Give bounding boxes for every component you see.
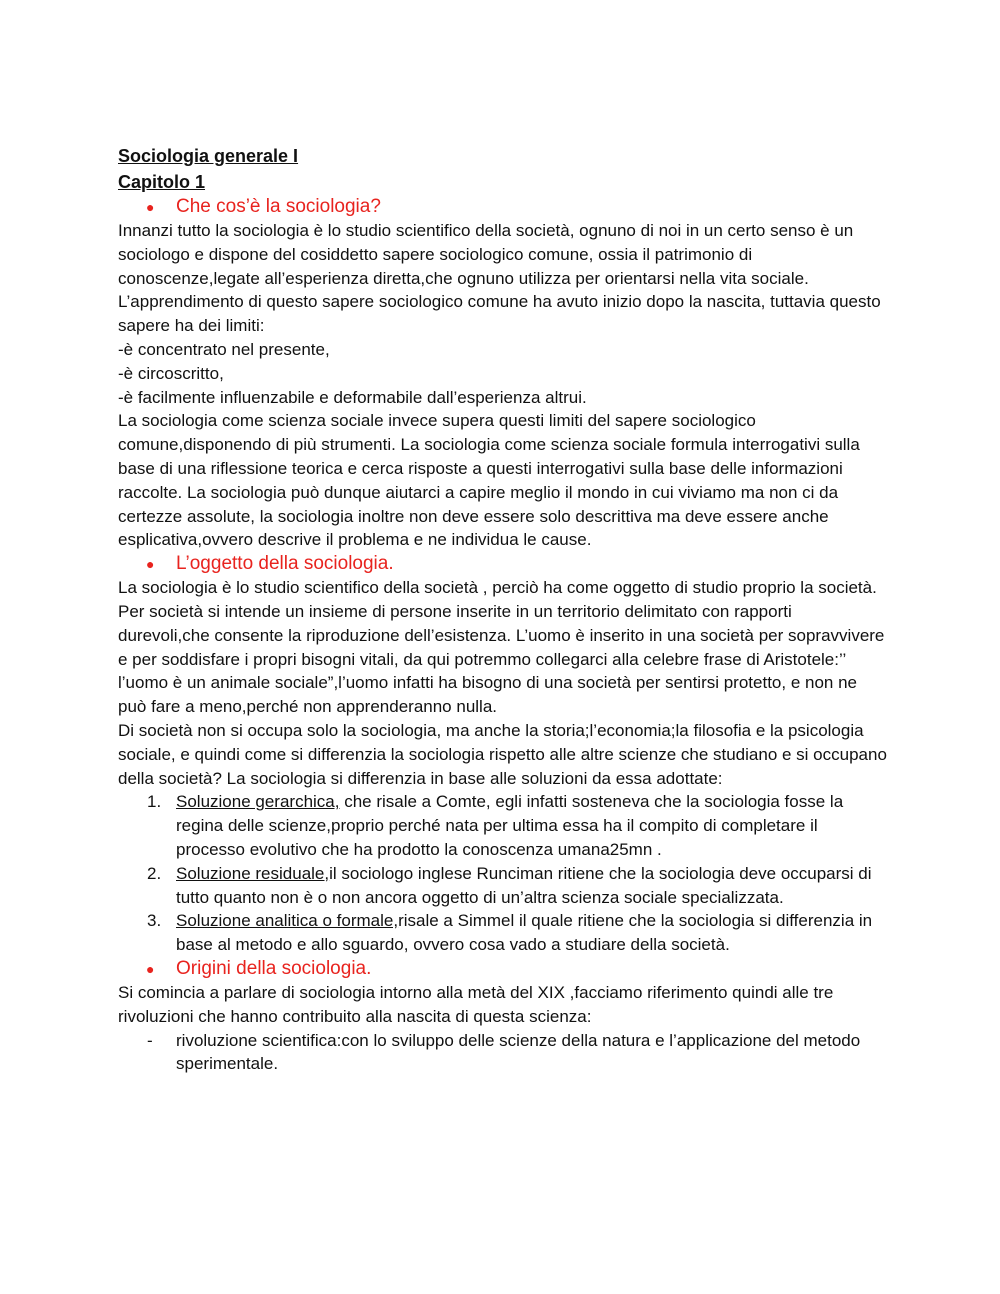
chapter-title: Capitolo 1 — [118, 172, 206, 192]
list-number: 3. — [147, 911, 162, 931]
list-item-text: rivoluzione scientifica:con lo sviluppo delle scienze della natura e l’applicazione del metodo sperimentale. — [176, 1030, 861, 1074]
list-item — [118, 790, 888, 861]
paragraph: Di società non si occupa solo la sociologia, ma anche la storia;l’economia;la filosofia e la psicologia sociale, e quindi come si differenzia la sociologia rispetto alle altre scienze che studiano e si occupano della società? La sociologia si differenzia in base alle soluzioni da essa adottate: — [118, 720, 887, 788]
document-title: Sociologia generale I — [118, 146, 299, 166]
bullet-icon: ● — [146, 960, 155, 977]
list-item — [118, 1029, 888, 1077]
bullet-icon: ● — [146, 556, 155, 573]
list-item-text: risale a Simmel il quale ritiene che la sociologia si differenzia in base al metodo e allo sguardo, ovvero cosa vado a studiare della società. — [176, 911, 873, 955]
list-item — [118, 862, 888, 910]
list-item — [118, 909, 888, 957]
list-item-text: che risale a Comte, egli infatti sosteneva che la sociologia fosse la regina delle scienze,proprio perché nata per ultima essa ha il compito di completare il processo evolutivo che ha prodotto la conoscenza umana25mn . — [176, 792, 844, 859]
list-item-text: il sociologo inglese Runciman ritiene che la sociologia deve occuparsi di tutto quanto non è o non ancora oggetto di un’altra scienza sociale specializzata. — [176, 863, 872, 907]
list-item-lead: Soluzione gerarchica, — [176, 792, 340, 812]
limit-item: -è circoscritto, — [118, 363, 224, 383]
paragraph: Si comincia a parlare di sociologia intorno alla metà del XIX ,facciamo riferimento quindi alle tre rivoluzioni che hanno contribuito alla nascita di questa scienza: — [118, 982, 834, 1026]
section-heading-text: Che cos’è la sociologia? — [176, 196, 381, 217]
revolutions-list — [118, 1029, 888, 1077]
limit-item: -è concentrato nel presente, — [118, 339, 330, 359]
bullet-icon: ● — [146, 199, 155, 215]
document-body — [118, 143, 888, 1076]
list-number: 1. — [147, 792, 162, 812]
section-heading — [118, 957, 888, 981]
paragraph: Innanzi tutto la sociologia è lo studio scientifico della società, ognuno di noi in un certo senso è un sociologo e dispone del cosiddetto sapere sociologico comune, ossia il patrimonio di conoscenze,legate all’esperienza diretta,che ognuno utilizza per orientarsi nella vita sociale. — [118, 221, 854, 288]
solutions-list — [118, 790, 888, 957]
list-item-lead: Soluzione analitica o formale, — [176, 911, 399, 931]
paragraph: La sociologia è lo studio scientifico della società , perciò ha come oggetto di studio proprio la società. Per società si intende un insieme di persone inserite in un territorio delimitato con rapporti durevoli,che consente la riproduzione dell’esistenza. L’uomo è inserito in una società per sopravvivere e per soddisfare i propri bisogni vitali, da qui potremmo collegarci alla celebre frase di Aristotele:’’ l’uomo è un animale sociale”,l’uomo infatti ha bisogno di una società per sentirsi protetto, e non ne può fare a meno,perché non apprenderanno nulla. — [118, 578, 885, 717]
paragraph: L’apprendimento di questo sapere sociologico comune ha avuto inizio dopo la nascita, tuttavia questo sapere ha dei limiti: — [118, 292, 881, 336]
dash-marker: - — [147, 1030, 153, 1050]
section-heading-text: Origini della sociologia. — [176, 957, 372, 979]
limit-item: -è facilmente influenzabile e deformabile dall’esperienza altrui. — [118, 387, 587, 407]
section-heading-text: L’oggetto della sociologia. — [176, 553, 394, 575]
section-heading — [118, 195, 888, 219]
paragraph: La sociologia come scienza sociale invece supera questi limiti del sapere sociologico comune,disponendo di più strumenti. La sociologia come scienza sociale formula interrogativi sulla base di una riflessione teorica e cerca risposte a questi interrogativi sulla base delle informazioni raccolte. La sociologia può dunque aiutarci a capire meglio il mondo in cui viviamo ma non ci da certezze assolute, la sociologia inoltre non deve essere solo descrittiva ma deve essere anche esplicativa,ovvero descrive il problema e ne individua le cause. — [118, 411, 860, 550]
list-number: 2. — [147, 863, 162, 883]
list-item-lead: Soluzione residuale, — [176, 863, 330, 883]
section-heading — [118, 552, 888, 576]
